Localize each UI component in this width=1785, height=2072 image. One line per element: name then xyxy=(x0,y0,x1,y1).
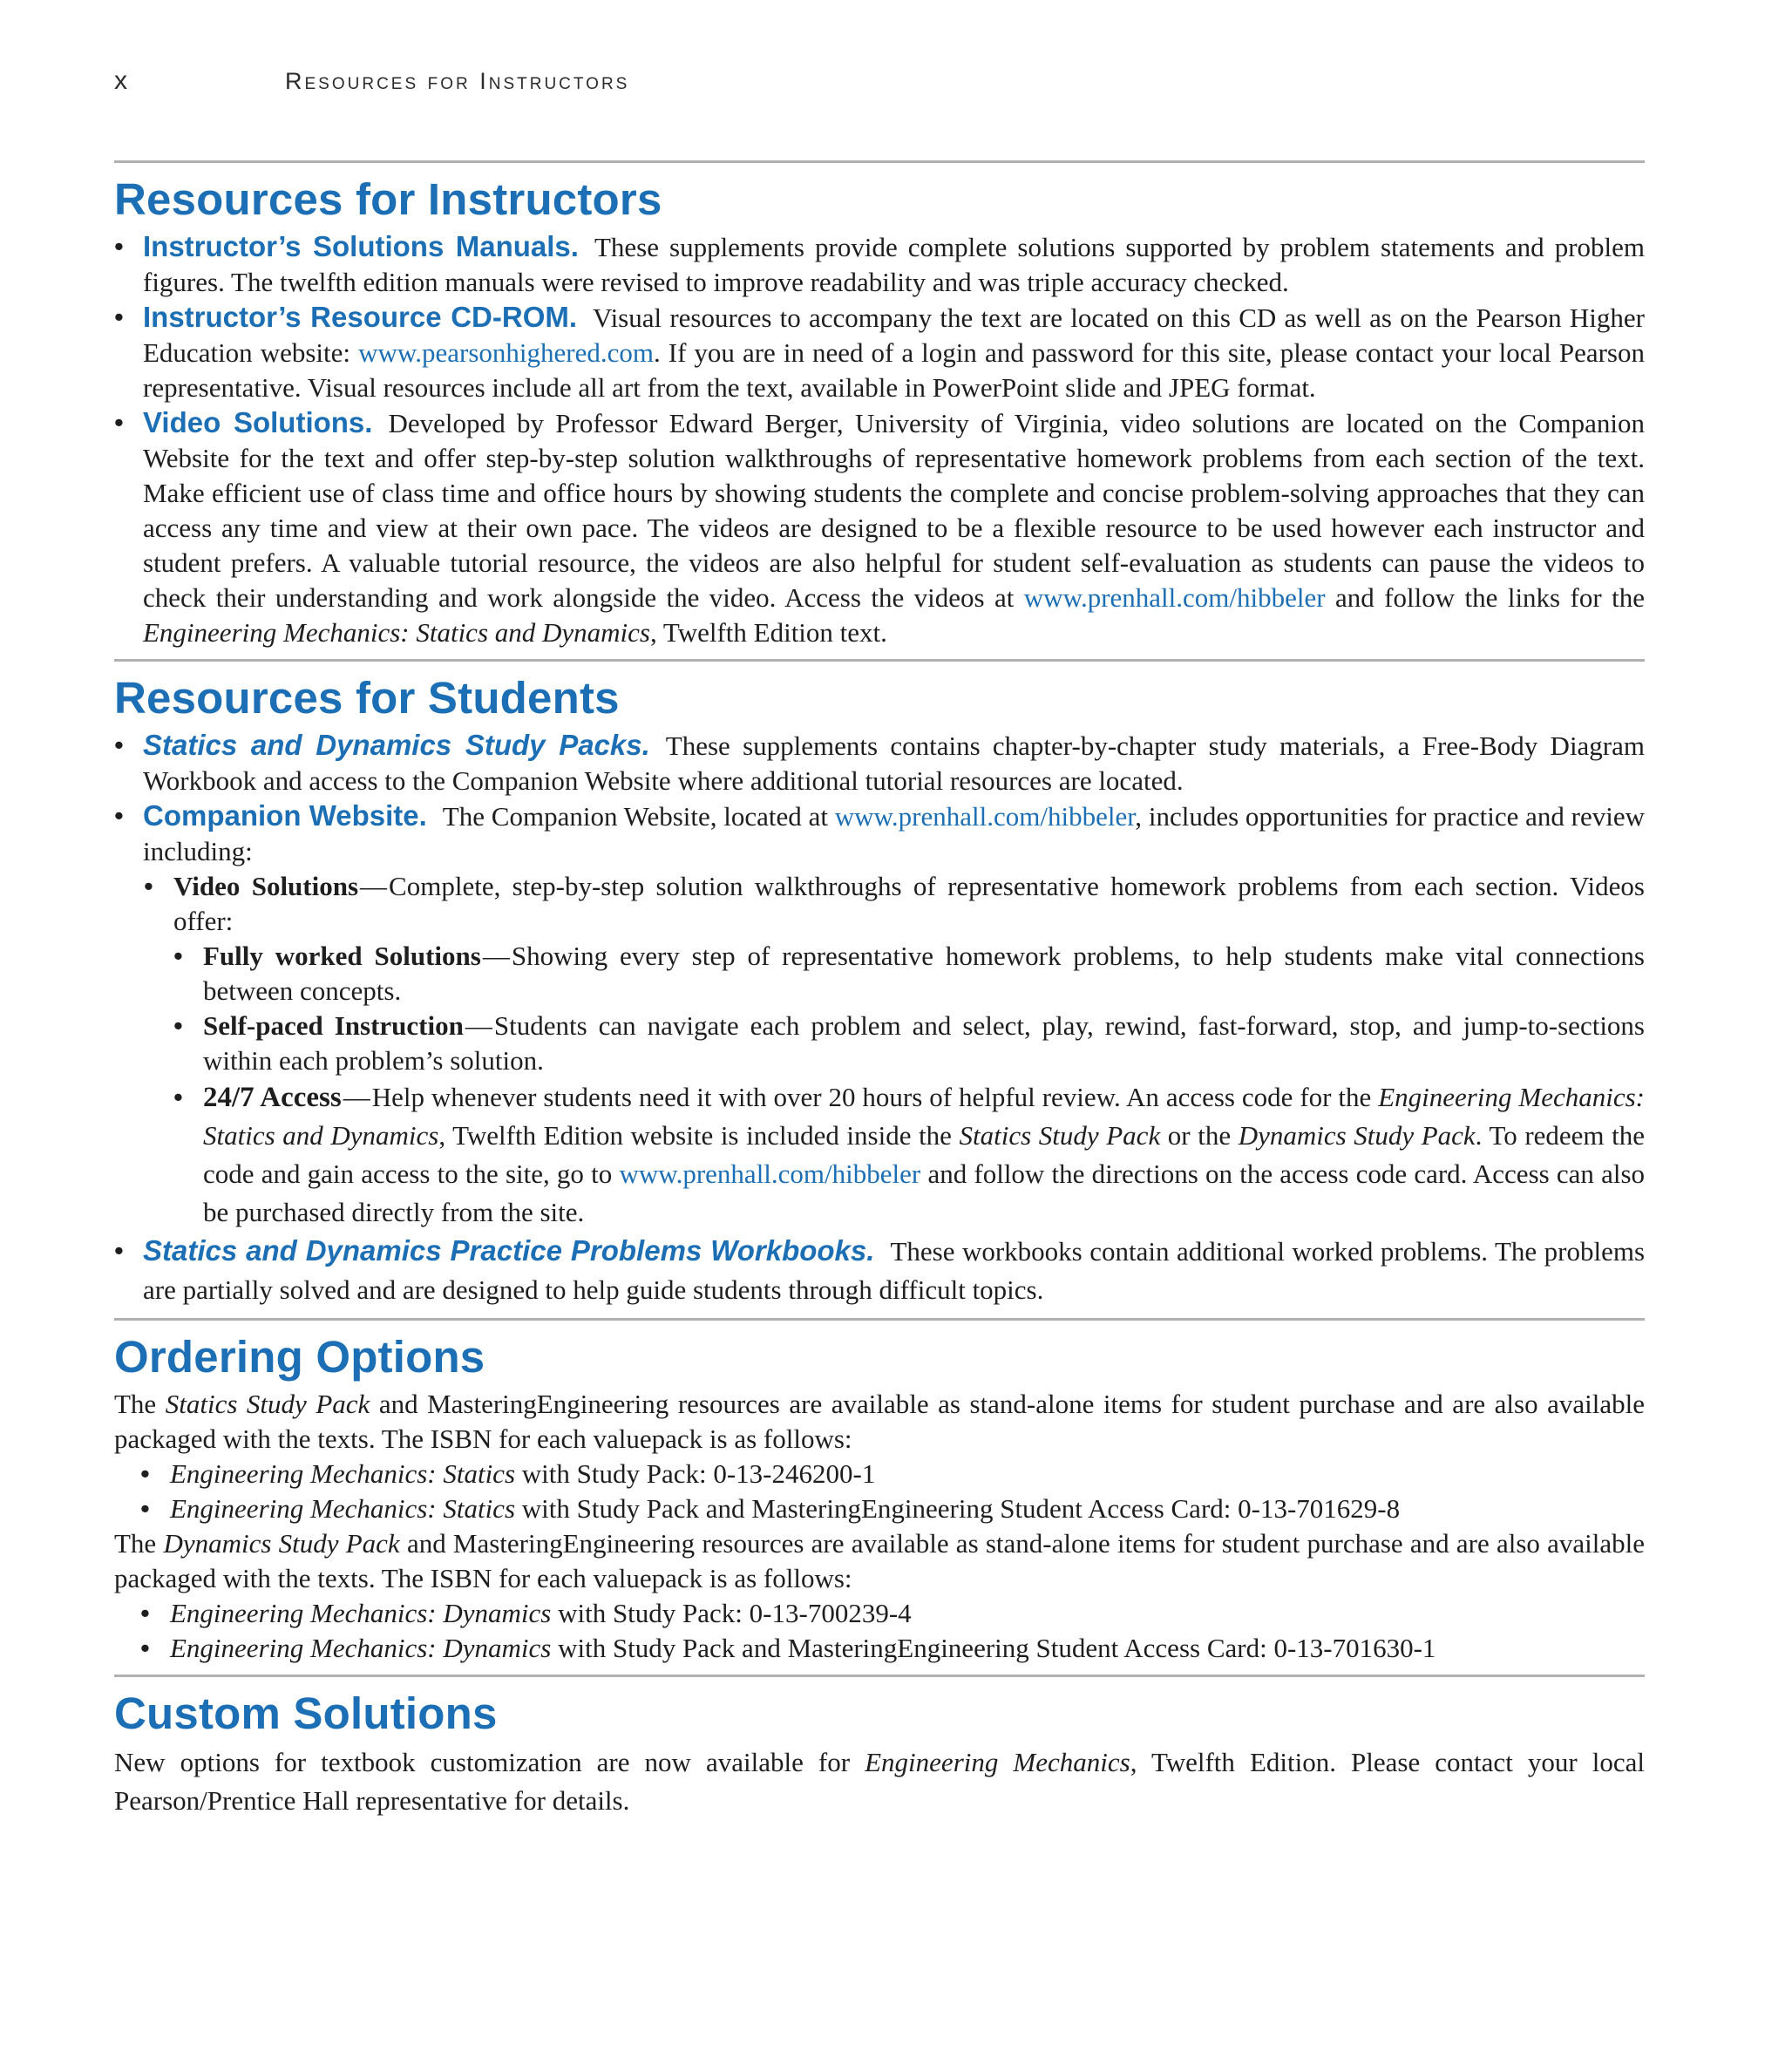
item-text: These workbooks contain additional worked problems. The problems are partially solved and are designed to help guide students through difficult topics. xyxy=(143,1236,1646,1305)
book-title: Dynamics Study Pack xyxy=(163,1528,400,1559)
instructors-heading: Resources for Instructors xyxy=(114,174,662,224)
dynamics-isbn-list xyxy=(114,1596,1645,1666)
custom-heading: Custom Solutions xyxy=(114,1688,498,1738)
section-rule xyxy=(114,1675,1645,1677)
students-section xyxy=(114,672,1645,1309)
term-solutions-manuals: Instructor’s Solutions Manuals. xyxy=(143,230,579,262)
item-text: and MasteringEngineering resources are available as stand-alone items for student purchase and are also available packaged with the texts. The ISBN for each valuepack is as follows: xyxy=(114,1528,1646,1593)
book-title: Engineering Mechanics xyxy=(865,1747,1130,1777)
book-title: Statics Study Pack xyxy=(165,1389,370,1419)
list-item xyxy=(114,229,1645,300)
item-text: . If you are in need of a login and password for this site, please contact your local Pearson representative. Visual resources include all art from the text, available in PowerPoint slide and JPEG format. xyxy=(143,337,1646,403)
list-item xyxy=(114,798,1645,869)
term-study-packs: Statics and Dynamics Study Packs. xyxy=(143,729,650,761)
item-text: . To redeem the code and gain access to the site, go to xyxy=(203,1120,1645,1189)
prenhall-link[interactable]: www.prenhall.com/hibbeler xyxy=(834,801,1136,832)
running-head xyxy=(114,66,1645,101)
item-text: or the xyxy=(1167,1120,1232,1151)
item-text: , Twelfth Edition. Please contact your local Pearson/Prentice Hall representative for details. xyxy=(114,1747,1645,1816)
prenhall-link[interactable]: www.prenhall.com/hibbeler xyxy=(1023,582,1326,613)
item-text: with Study Pack and MasteringEngineering Student Access Card: 0-13-701630-1 xyxy=(558,1633,1436,1663)
self-paced-label: Self-paced Instruction xyxy=(203,1010,464,1041)
item-text: The xyxy=(114,1528,157,1559)
list-item xyxy=(114,1596,1645,1631)
list-item xyxy=(114,728,1645,798)
book-title: Engineering Mechanics: Dynamics xyxy=(170,1633,552,1663)
item-text: Showing every step of representative homework problems, to help students make vital connections between concepts. xyxy=(203,941,1645,1006)
companion-sublist xyxy=(144,869,1645,1232)
term-resource-cd: Instructor’s Resource CD-ROM. xyxy=(143,301,578,333)
item-text: Visual resources to accompany the text are located on this CD as well as on the Pearson Higher Education website: xyxy=(143,302,1645,368)
access-label: 24/7 Access xyxy=(203,1082,342,1113)
video-solutions-sublist xyxy=(173,939,1645,1232)
book-title: Engineering Mechanics: Statics and Dynamics xyxy=(203,1082,1646,1151)
list-item xyxy=(114,300,1645,405)
item-text: Developed by Professor Edward Berger, University of Virginia, video solutions are located on the Companion Website for the text and offer step-by-step solution walkthroughs of representative homework problems from each section of the text. Make efficient use of class time and office hours by showing students the complete and concise problem-solving approaches that they can access any time and view at their own pace. The videos are designed to be a flexible resource to be used however each instructor and student prefers. A valuable tutorial resource, the videos are also helpful for student self-evaluation as students can pause the videos to check their understanding and work alongside the video. Access the videos at xyxy=(143,408,1645,613)
item-text: with Study Pack and MasteringEngineering Student Access Card: 0-13-701629-8 xyxy=(521,1493,1401,1524)
item-text: Students can navigate each problem and select, play, rewind, fast-forward, stop, and jump-to-sections within each problem’s solution. xyxy=(203,1010,1645,1076)
item-text: These supplements provide complete solutions supported by problem statements and problem figures. The twelfth edition manuals were revised to improve readability and was triple accuracy checked. xyxy=(143,232,1645,297)
item-text: and MasteringEngineering resources are available as stand-alone items for student purchase and are also available packaged with the texts. The ISBN for each valuepack is as follows: xyxy=(114,1389,1646,1454)
item-text: , includes opportunities for practice and review including: xyxy=(143,801,1646,866)
list-item: • Video Solutions—Complete, step-by-step solution walkthroughs of representative homework problems from each section. Videos offer: • Fully worked Solutions—Showing every step of representative homework problems, to help students make vital connections between concepts. • Self-paced Instruction—Students can navigate each problem and select, play, rewind, fast-forward, stop, and jump-to-sections within each problem’s solution. • 24/7 Access—Help whenever students need it with over 20 hours of helpful review. An access code for the Engineering Mechanics: Statics and Dynamics, Twelfth Edition website is included inside the Statics Study Pack or the Dynamics Study Pack. To redeem the code and gain access to the site, go to www.prenhall.com/hibbeler and follow the directions on the access code card. Access can also be purchased directly from the site. xyxy=(144,869,1645,1232)
video-solutions-label: Video Solutions xyxy=(173,871,359,901)
pearson-link[interactable]: www.pearsonhighered.com xyxy=(358,337,654,368)
book-title: Statics Study Pack xyxy=(959,1120,1161,1151)
instructors-list xyxy=(114,229,1645,650)
item-text: and follow the directions on the access code card. Access can also be purchased directly from the site. xyxy=(203,1158,1646,1227)
section-rule xyxy=(114,1318,1645,1321)
statics-intro xyxy=(114,1387,1645,1457)
list-item xyxy=(114,1631,1645,1666)
statics-isbn-list xyxy=(114,1457,1645,1526)
term-video-solutions: Video Solutions. xyxy=(143,406,373,438)
term-companion-website: Companion Website. xyxy=(143,799,427,832)
item-text: The Companion Website, located at xyxy=(442,801,828,832)
section-rule xyxy=(114,160,1645,163)
prenhall-link[interactable]: www.prenhall.com/hibbeler xyxy=(619,1158,921,1189)
content xyxy=(114,160,1645,1829)
list-item: • Fully worked Solutions—Showing every step of representative homework problems, to help students make vital connections between concepts. xyxy=(173,939,1645,1009)
list-item: • 24/7 Access—Help whenever students need it with over 20 hours of helpful review. An access code for the Engineering Mechanics: Statics and Dynamics, Twelfth Edition website is included inside the Statics Study Pack or the Dynamics Study Pack. To redeem the code and gain access to the site, go to www.prenhall.com/hibbeler and follow the directions on the access code card. Access can also be purchased directly from the site. xyxy=(173,1078,1645,1232)
item-text: , Twelfth Edition website is included inside the xyxy=(438,1120,952,1151)
book-title: Engineering Mechanics: Dynamics xyxy=(170,1598,552,1628)
ordering-heading: Ordering Options xyxy=(114,1332,485,1382)
item-text: Complete, step-by-step solution walkthroughs of representative homework problems from each section. Videos offer: xyxy=(173,871,1645,936)
book-title: Engineering Mechanics: Statics xyxy=(170,1458,516,1489)
item-text: and follow the links for the xyxy=(1335,582,1645,613)
students-heading: Resources for Students xyxy=(114,673,620,723)
term-workbooks: Statics and Dynamics Practice Problems Workbooks. xyxy=(143,1234,875,1267)
item-text: Help whenever students need it with over 20 hours of helpful review. An access code for the xyxy=(371,1082,1372,1112)
custom-section xyxy=(114,1688,1645,1820)
list-item xyxy=(114,1232,1645,1309)
item-text: The xyxy=(114,1389,157,1419)
page-number: x xyxy=(114,66,127,95)
list-item xyxy=(114,1491,1645,1526)
dynamics-intro xyxy=(114,1526,1645,1596)
running-title: Resources for Instructors xyxy=(285,68,630,94)
item-text: , Twelfth Edition text. xyxy=(649,617,887,648)
book-title: Dynamics Study Pack xyxy=(1238,1120,1476,1151)
list-item: • Self-paced Instruction—Students can navigate each problem and select, play, rewind, fast-forward, stop, and jump-to-sections within each problem’s solution. xyxy=(173,1009,1645,1078)
item-text: These supplements contains chapter-by-chapter study materials, a Free-Body Diagram Workbook and access to the Companion Website where additional tutorial resources are located. xyxy=(143,730,1646,796)
students-list xyxy=(114,728,1645,869)
ordering-section xyxy=(114,1331,1645,1666)
book-title: Engineering Mechanics: Statics xyxy=(170,1493,516,1524)
book-title: Engineering Mechanics: Statics and Dynamics xyxy=(143,617,650,648)
instructors-section xyxy=(114,173,1645,650)
students-list-cont xyxy=(114,1232,1645,1309)
section-rule xyxy=(114,659,1645,662)
item-text: New options for textbook customization are now available for xyxy=(114,1747,851,1777)
fully-worked-label: Fully worked Solutions xyxy=(203,941,481,971)
list-item xyxy=(114,1457,1645,1491)
list-item xyxy=(114,405,1645,650)
item-text: with Study Pack: 0-13-246200-1 xyxy=(521,1458,876,1489)
custom-text xyxy=(114,1743,1645,1820)
item-text: with Study Pack: 0-13-700239-4 xyxy=(558,1598,912,1628)
